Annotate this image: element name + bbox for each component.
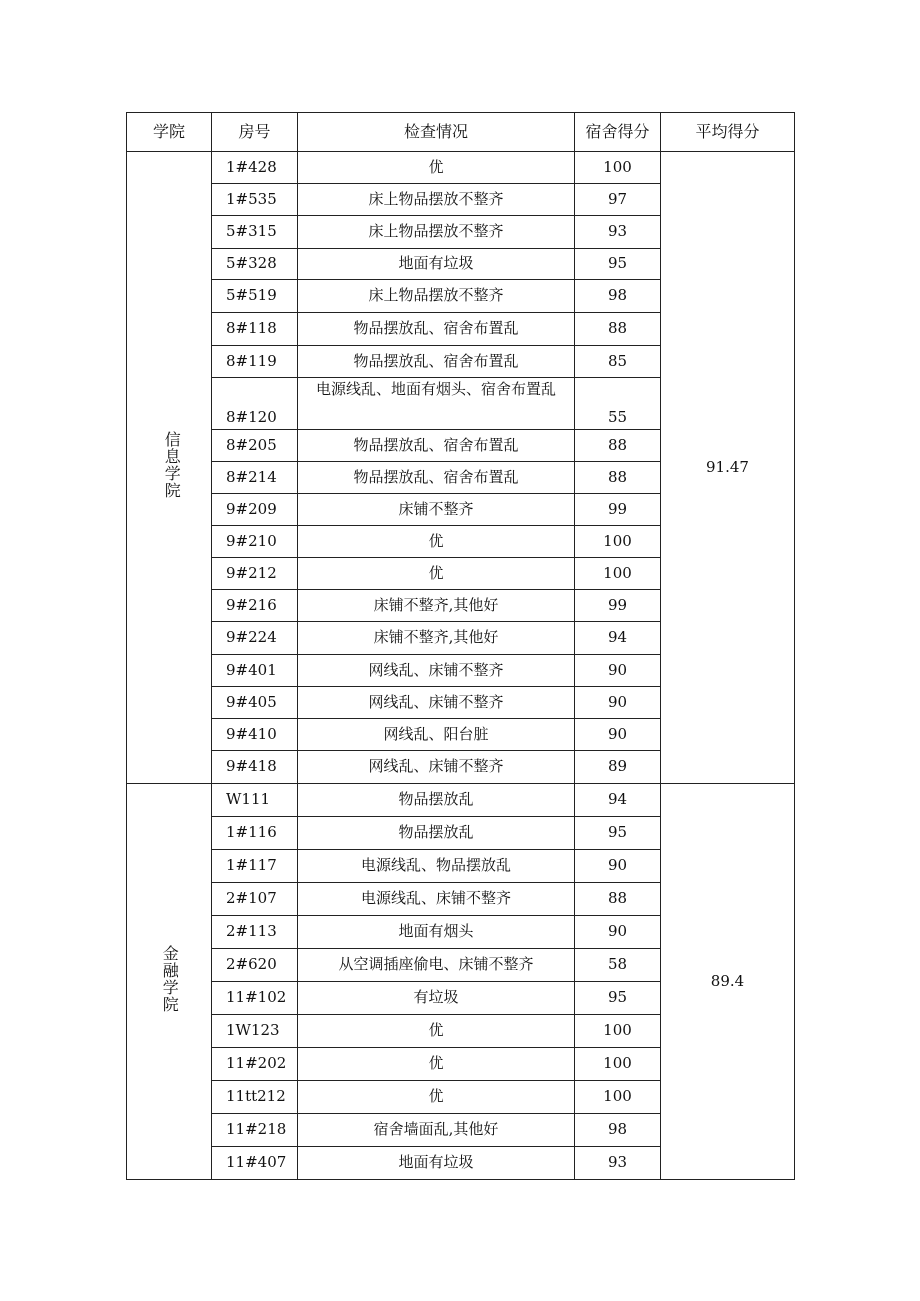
room-cell: 9#401 <box>212 655 298 687</box>
room-cell: 9#224 <box>212 622 298 655</box>
room-cell: W111 <box>212 784 298 817</box>
status-cell: 床铺不整齐,其他好 <box>298 622 575 655</box>
status-cell: 地面有垃圾 <box>298 249 575 280</box>
score-cell: 93 <box>575 1147 661 1180</box>
room-cell: 11#218 <box>212 1114 298 1147</box>
room-cell: 5#328 <box>212 249 298 280</box>
score-cell: 100 <box>575 1048 661 1081</box>
status-cell: 优 <box>298 152 575 184</box>
room-cell: 5#315 <box>212 216 298 249</box>
table-row <box>127 152 795 184</box>
score-cell: 90 <box>575 655 661 687</box>
status-cell: 宿舍墙面乱,其他好 <box>298 1114 575 1147</box>
table-row <box>127 784 795 817</box>
score-cell: 85 <box>575 346 661 378</box>
status-cell: 优 <box>298 1081 575 1114</box>
status-cell: 物品摆放乱、宿舍布置乱 <box>298 430 575 462</box>
room-cell: 9#210 <box>212 526 298 558</box>
score-cell: 99 <box>575 590 661 622</box>
status-cell: 网线乱、床铺不整齐 <box>298 687 575 719</box>
room-cell: 1#428 <box>212 152 298 184</box>
score-cell: 89 <box>575 751 661 784</box>
score-cell: 100 <box>575 1081 661 1114</box>
score-cell: 94 <box>575 784 661 817</box>
room-cell: 5#519 <box>212 280 298 313</box>
score-cell: 100 <box>575 152 661 184</box>
score-cell: 93 <box>575 216 661 249</box>
status-cell: 床上物品摆放不整齐 <box>298 216 575 249</box>
status-cell: 床铺不整齐 <box>298 494 575 526</box>
status-cell: 优 <box>298 526 575 558</box>
status-cell: 优 <box>298 1015 575 1048</box>
status-cell: 物品摆放乱、宿舍布置乱 <box>298 346 575 378</box>
score-cell: 90 <box>575 687 661 719</box>
score-cell: 90 <box>575 850 661 883</box>
room-cell: 11#407 <box>212 1147 298 1180</box>
score-cell: 55 <box>575 378 661 430</box>
room-cell: 1#117 <box>212 850 298 883</box>
status-cell: 床上物品摆放不整齐 <box>298 280 575 313</box>
table-body <box>127 152 795 1180</box>
room-cell: 2#107 <box>212 883 298 916</box>
room-cell: 11#202 <box>212 1048 298 1081</box>
table-header-row <box>127 113 795 152</box>
score-cell: 90 <box>575 916 661 949</box>
room-cell: 2#620 <box>212 949 298 982</box>
header-status: 检查情况 <box>298 113 575 152</box>
status-cell: 从空调插座偷电、床铺不整齐 <box>298 949 575 982</box>
status-cell: 物品摆放乱 <box>298 784 575 817</box>
score-cell: 90 <box>575 719 661 751</box>
room-cell: 9#212 <box>212 558 298 590</box>
score-cell: 95 <box>575 249 661 280</box>
status-cell: 电源线乱、床铺不整齐 <box>298 883 575 916</box>
score-cell: 94 <box>575 622 661 655</box>
status-cell: 地面有烟头 <box>298 916 575 949</box>
header-average: 平均得分 <box>661 113 795 152</box>
room-cell: 8#118 <box>212 313 298 346</box>
score-cell: 99 <box>575 494 661 526</box>
score-cell: 100 <box>575 526 661 558</box>
status-cell: 网线乱、床铺不整齐 <box>298 751 575 784</box>
room-cell: 9#405 <box>212 687 298 719</box>
room-cell: 9#418 <box>212 751 298 784</box>
room-cell: 9#410 <box>212 719 298 751</box>
status-cell: 优 <box>298 558 575 590</box>
score-cell: 88 <box>575 462 661 494</box>
college-name: 金融学院 <box>160 945 180 1014</box>
room-cell: 1#535 <box>212 184 298 216</box>
average-score-cell: 91.47 <box>661 152 795 784</box>
room-cell: 2#113 <box>212 916 298 949</box>
room-cell: 8#119 <box>212 346 298 378</box>
room-cell: 9#216 <box>212 590 298 622</box>
status-cell: 有垃圾 <box>298 982 575 1015</box>
score-cell: 100 <box>575 558 661 590</box>
average-score-cell: 89.4 <box>661 784 795 1180</box>
score-cell: 58 <box>575 949 661 982</box>
status-cell: 地面有垃圾 <box>298 1147 575 1180</box>
score-cell: 95 <box>575 982 661 1015</box>
dormitory-score-table <box>126 112 795 1180</box>
status-cell: 网线乱、阳台脏 <box>298 719 575 751</box>
score-cell: 97 <box>575 184 661 216</box>
room-cell: 1#116 <box>212 817 298 850</box>
score-cell: 88 <box>575 883 661 916</box>
status-cell: 物品摆放乱、宿舍布置乱 <box>298 313 575 346</box>
score-cell: 98 <box>575 280 661 313</box>
room-cell: 8#120 <box>212 378 298 430</box>
status-cell: 物品摆放乱 <box>298 817 575 850</box>
score-cell: 100 <box>575 1015 661 1048</box>
room-cell: 8#214 <box>212 462 298 494</box>
room-cell: 11#102 <box>212 982 298 1015</box>
room-cell: 11tt212 <box>212 1081 298 1114</box>
room-cell: 1W123 <box>212 1015 298 1048</box>
score-cell: 88 <box>575 430 661 462</box>
score-cell: 88 <box>575 313 661 346</box>
status-cell: 电源线乱、物品摆放乱 <box>298 850 575 883</box>
score-cell: 98 <box>575 1114 661 1147</box>
score-cell: 95 <box>575 817 661 850</box>
college-name: 信息学院 <box>162 431 182 500</box>
status-cell: 物品摆放乱、宿舍布置乱 <box>298 462 575 494</box>
status-cell: 电源线乱、地面有烟头、宿舍布置乱 <box>298 378 575 430</box>
header-score: 宿舍得分 <box>575 113 661 152</box>
header-college: 学院 <box>127 113 212 152</box>
status-cell: 网线乱、床铺不整齐 <box>298 655 575 687</box>
header-room: 房号 <box>212 113 298 152</box>
status-cell: 优 <box>298 1048 575 1081</box>
room-cell: 9#209 <box>212 494 298 526</box>
room-cell: 8#205 <box>212 430 298 462</box>
status-cell: 床铺不整齐,其他好 <box>298 590 575 622</box>
college-cell <box>127 784 212 1180</box>
college-cell <box>127 152 212 784</box>
status-cell: 床上物品摆放不整齐 <box>298 184 575 216</box>
